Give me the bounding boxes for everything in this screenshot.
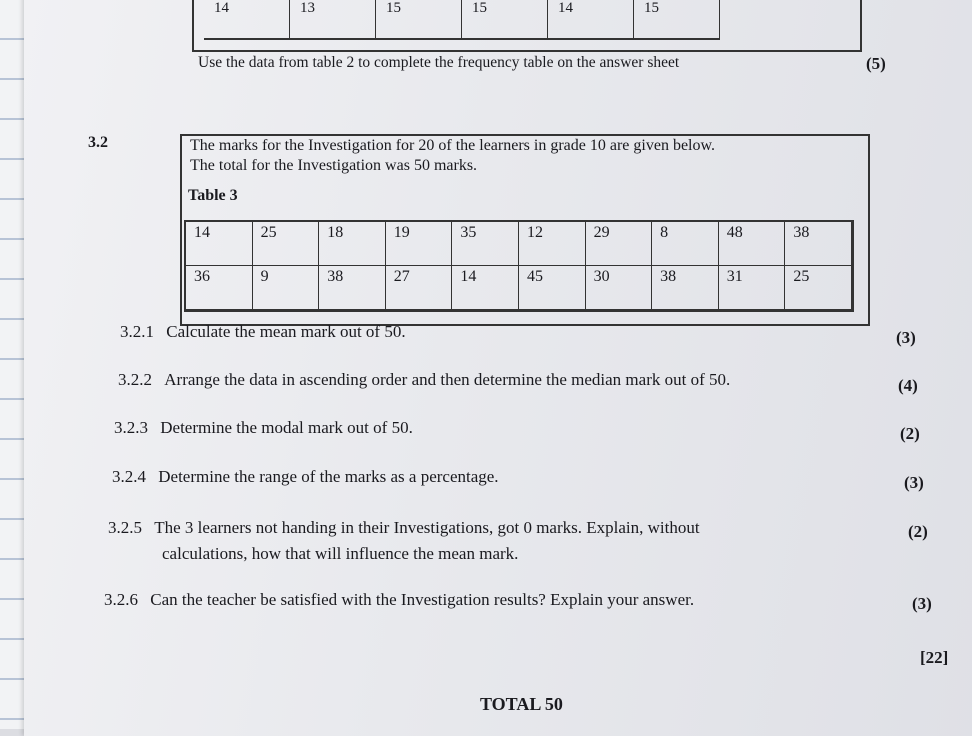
table-cell: 19	[386, 222, 453, 266]
table-cell: 15	[462, 0, 548, 38]
question-number: 3.2	[88, 134, 108, 151]
table-cell: 12	[519, 222, 586, 266]
subquestion-number: 3.2.6	[104, 590, 138, 609]
subquestion-text-continued: calculations, how that will influence the mean mark.	[162, 544, 519, 563]
table-cell: 31	[719, 266, 786, 310]
table-cell: 38	[319, 266, 386, 310]
table-label: Table 3	[188, 187, 238, 204]
table-cell: 30	[586, 266, 653, 310]
instruction-text: Use the data from table 2 to complete the frequency table on the answer sheet	[198, 54, 680, 71]
subquestion-text: Can the teacher be satisfied with the Investigation results? Explain your answer.	[150, 590, 695, 609]
subquestion-3-2-3	[114, 418, 413, 438]
table-cell: 14	[548, 0, 634, 38]
table-cell: 27	[386, 266, 453, 310]
subquestion-number: 3.2.4	[112, 467, 146, 486]
table-2-fragment	[192, 0, 862, 52]
table-cell: 18	[319, 222, 386, 266]
table-cell: 38	[652, 266, 719, 310]
paper-total: TOTAL 50	[480, 694, 563, 714]
table-cell: 29	[586, 222, 653, 266]
table-cell: 14	[452, 266, 519, 310]
subquestion-number: 3.2.2	[118, 370, 152, 389]
table-cell: 48	[719, 222, 786, 266]
subquestion-number: 3.2.3	[114, 418, 148, 437]
table-cell: 15	[376, 0, 462, 38]
table-cell: 8	[652, 222, 719, 266]
subquestion-3-2-1	[120, 322, 406, 342]
intro-line-2: The total for the Investigation was 50 marks.	[190, 157, 478, 174]
subquestion-3-2-2	[118, 370, 730, 390]
table-cell: 35	[452, 222, 519, 266]
section-total: [22]	[920, 648, 949, 667]
subquestion-marks: (3)	[896, 328, 916, 347]
table-cell: 9	[253, 266, 320, 310]
table-cell: 15	[634, 0, 720, 38]
subquestion-number: 3.2.5	[108, 518, 142, 537]
subquestion-3-2-5	[108, 518, 700, 538]
subquestion-marks: (3)	[904, 473, 924, 492]
table-2-last-row	[204, 0, 720, 40]
intro-line-1: The marks for the Investigation for 20 of the learners in grade 10 are given below.	[190, 137, 715, 154]
table-cell: 45	[519, 266, 586, 310]
subquestion-marks: (2)	[900, 424, 920, 443]
table-cell: 14	[186, 222, 253, 266]
table-cell: 36	[186, 266, 253, 310]
subquestion-marks: (3)	[912, 594, 932, 613]
subquestion-marks: (2)	[908, 522, 928, 541]
table-cell: 25	[253, 222, 320, 266]
subquestion-text: Determine the modal mark out of 50.	[160, 418, 413, 437]
exam-paper	[24, 0, 972, 736]
subquestion-3-2-4	[112, 467, 499, 487]
subquestion-text: Calculate the mean mark out of 50.	[166, 322, 406, 341]
table-cell: 25	[785, 266, 852, 310]
instruction-marks: (5)	[866, 54, 886, 73]
subquestion-text: Determine the range of the marks as a percentage.	[158, 467, 499, 486]
subquestion-number: 3.2.1	[120, 322, 154, 341]
subquestion-marks: (4)	[898, 376, 918, 395]
table-cell: 13	[290, 0, 376, 38]
table-cell: 14	[204, 0, 290, 38]
marks-table	[184, 220, 854, 312]
subquestion-text: The 3 learners not handing in their Investigations, got 0 marks. Explain, without	[154, 518, 700, 537]
subquestion-text: Arrange the data in ascending order and then determine the median mark out of 50.	[164, 370, 731, 389]
table-cell: 38	[785, 222, 852, 266]
subquestion-3-2-6	[104, 590, 694, 610]
